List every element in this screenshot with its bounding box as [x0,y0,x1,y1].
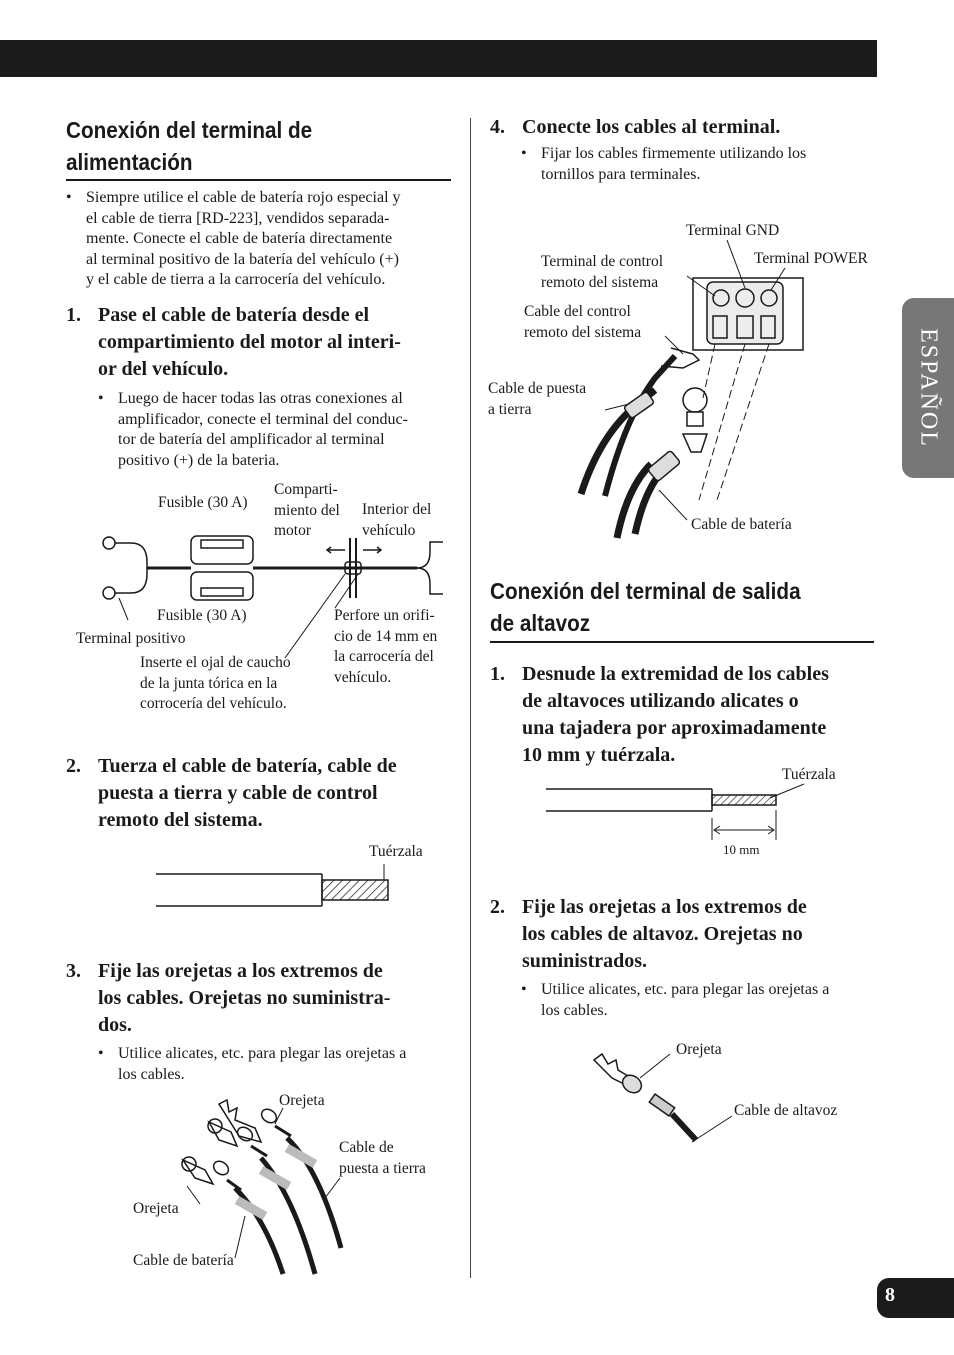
label-fuse-top: Fusible (30 A) [158,494,248,511]
speaker-lug-diagram [588,1048,738,1148]
section-title-speaker: Conexión del terminal de salida de altavoz [490,578,801,636]
step-1-left: 1. Pase el cable de batería desde el compartimiento del motor al interi- or del vehículo. [66,304,401,380]
label-positive-terminal: Terminal positivo [76,630,186,647]
step-2-left: 2. Tuerza el cable de batería, cable de puesta a tierra y cable de control remoto del sistema. [66,755,397,831]
label-terminal-gnd: Terminal GND [686,222,780,239]
label-remote-cable: Cable del control remoto del sistema [524,303,642,341]
section-rule-right [490,641,874,643]
label-lug-right: Orejeta [676,1041,722,1058]
step-3-left: 3. Fije las orejetas a los extremos de los cables. Orejetas no suministra- dos. [66,960,391,1036]
label-strip-length: 10 mm [723,842,760,857]
twisted-wire-diagram [150,860,410,920]
step-4-bullet: • Fijar los cables firmemente utilizando los tornillos para terminales. [521,145,807,183]
section-title-power: Conexión del terminal de alimentación [66,117,313,175]
section-rule [66,179,451,181]
step-2-right-bullet: • Utilice alicates, etc. para plegar las orejetas a los cables. [521,981,830,1019]
label-battery-cable-right: Cable de batería [691,516,792,533]
label-lug-top: Orejeta [279,1092,325,1109]
step-2-right: 2. Fije las orejetas a los extremos de los cables de altavoz. Orejetas no suministrados. [490,896,807,972]
page-number: 8 [885,1284,895,1306]
label-terminal-power: Terminal POWER [754,250,868,267]
label-vehicle-interior: Interior del vehículo [362,501,432,539]
step-3-bullet: • Utilice alicates, etc. para plegar las orejetas a los cables. [98,1045,407,1083]
step-1-bullet: • Luego de hacer todas las otras conexiones al amplificador, conecte el terminal del conduc- tor de batería del amplificador al terminal positivo (+) de la bateria. [98,390,408,469]
label-remote-terminal: Terminal de control remoto del sistema [541,253,664,291]
label-grommet: Inserte el ojal de caucho de la junta tórica en la corrocería del vehículo. [140,654,291,712]
label-ground-cable-right: Cable de puesta a tierra [488,380,587,418]
label-drill-hole: Perfore un orifi- cio de 14 mm en la carrocería del vehículo. [334,607,438,686]
label-twist-right: Tuérzala [782,766,836,783]
language-tab [902,298,954,478]
label-speaker-cable: Cable de altavoz [734,1102,838,1119]
label-twist-left: Tuérzala [369,843,423,860]
label-battery-cable: Cable de batería [133,1252,234,1269]
label-engine-compartment: Comparti- miento del motor [274,481,340,539]
intro-bullet: • Siempre utilice el cable de batería rojo especial y el cable de tierra [RD-223], vendidos separada- mente. Conecte el cable de batería directamente al terminal positivo de la batería del vehículo (+) y el cable de tierra a la carrocería del vehículo. [66,189,401,288]
step-4-right: 4. Conecte los cables al terminal. [490,116,781,138]
label-lug-left: Orejeta [133,1200,179,1217]
label-ground-cable: Cable de puesta a tierra [339,1139,426,1177]
column-divider [470,118,471,1278]
header-bar [0,40,877,77]
step-1-right: 1. Desnude la extremidad de los cables de altavoces utilizando alicates o una tajadera por aproximadamente 10 mm y tuérzala. [490,663,829,766]
page-number-tab [877,1278,954,1318]
language-tab-label: ESPAÑOL [915,328,942,448]
label-fuse-bottom: Fusible (30 A) [157,607,247,624]
